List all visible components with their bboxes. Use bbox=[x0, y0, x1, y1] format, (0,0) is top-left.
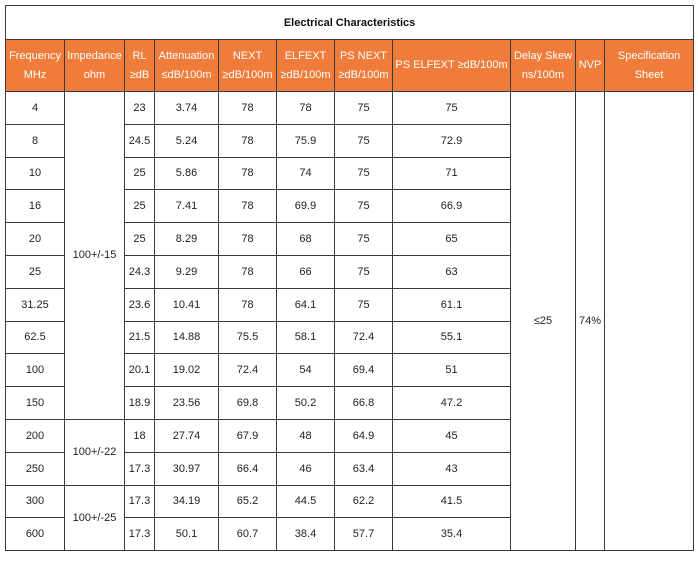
header-specification-sheet: Specification Sheet bbox=[605, 40, 694, 92]
cell-ps-next: 72.4 bbox=[335, 321, 393, 354]
cell-rl: 17.3 bbox=[125, 485, 155, 518]
header-nvp: NVP bbox=[576, 40, 605, 92]
cell-next: 67.9 bbox=[219, 419, 277, 452]
cell-ps-elfext: 65 bbox=[393, 223, 511, 256]
cell-elfext: 64.1 bbox=[277, 288, 335, 321]
cell-ps-elfext: 47.2 bbox=[393, 387, 511, 420]
cell-ps-next: 66.8 bbox=[335, 387, 393, 420]
cell-rl: 25 bbox=[125, 223, 155, 256]
cell-ps-elfext: 43 bbox=[393, 452, 511, 485]
cell-frequency: 31.25 bbox=[6, 288, 65, 321]
cell-frequency: 200 bbox=[6, 419, 65, 452]
cell-next: 78 bbox=[219, 223, 277, 256]
cell-ps-elfext: 66.9 bbox=[393, 190, 511, 223]
cell-ps-elfext: 75 bbox=[393, 92, 511, 125]
cell-delay-skew: ≤25 bbox=[511, 92, 576, 551]
cell-rl: 18 bbox=[125, 419, 155, 452]
header-row bbox=[6, 40, 694, 92]
cell-frequency: 250 bbox=[6, 452, 65, 485]
header-attenuation: Attenuation ≤dB/100m bbox=[155, 40, 219, 92]
cell-attenuation: 8.29 bbox=[155, 223, 219, 256]
cell-attenuation: 34.19 bbox=[155, 485, 219, 518]
cell-rl: 21.5 bbox=[125, 321, 155, 354]
cell-attenuation: 19.02 bbox=[155, 354, 219, 387]
cell-ps-next: 69.4 bbox=[335, 354, 393, 387]
cell-elfext: 46 bbox=[277, 452, 335, 485]
electrical-characteristics-table bbox=[5, 5, 694, 551]
cell-elfext: 66 bbox=[277, 255, 335, 288]
cell-ps-elfext: 35.4 bbox=[393, 518, 511, 551]
cell-elfext: 44.5 bbox=[277, 485, 335, 518]
cell-next: 78 bbox=[219, 124, 277, 157]
cell-attenuation: 30.97 bbox=[155, 452, 219, 485]
cell-attenuation: 5.24 bbox=[155, 124, 219, 157]
cell-ps-elfext: 61.1 bbox=[393, 288, 511, 321]
cell-frequency: 25 bbox=[6, 255, 65, 288]
cell-attenuation: 9.29 bbox=[155, 255, 219, 288]
cell-next: 72.4 bbox=[219, 354, 277, 387]
cell-rl: 20.1 bbox=[125, 354, 155, 387]
cell-rl: 17.3 bbox=[125, 452, 155, 485]
cell-frequency: 10 bbox=[6, 157, 65, 190]
cell-elfext: 58.1 bbox=[277, 321, 335, 354]
cell-frequency: 100 bbox=[6, 354, 65, 387]
cell-impedance-group-3: 100+/-25 bbox=[65, 485, 125, 551]
cell-ps-next: 64.9 bbox=[335, 419, 393, 452]
cell-ps-next: 75 bbox=[335, 157, 393, 190]
cell-ps-elfext: 51 bbox=[393, 354, 511, 387]
cell-attenuation: 7.41 bbox=[155, 190, 219, 223]
cell-ps-next: 75 bbox=[335, 124, 393, 157]
cell-elfext: 38.4 bbox=[277, 518, 335, 551]
cell-next: 78 bbox=[219, 288, 277, 321]
cell-attenuation: 5.86 bbox=[155, 157, 219, 190]
cell-elfext: 68 bbox=[277, 223, 335, 256]
cell-ps-next: 75 bbox=[335, 190, 393, 223]
cell-next: 78 bbox=[219, 92, 277, 125]
cell-frequency: 300 bbox=[6, 485, 65, 518]
cell-next: 66.4 bbox=[219, 452, 277, 485]
header-rl: RL ≥dB bbox=[125, 40, 155, 92]
header-next: NEXT ≥dB/100m bbox=[219, 40, 277, 92]
cell-next: 78 bbox=[219, 255, 277, 288]
cell-frequency: 4 bbox=[6, 92, 65, 125]
cell-attenuation: 10.41 bbox=[155, 288, 219, 321]
cell-elfext: 48 bbox=[277, 419, 335, 452]
cell-elfext: 50.2 bbox=[277, 387, 335, 420]
cell-elfext: 75.9 bbox=[277, 124, 335, 157]
cell-elfext: 54 bbox=[277, 354, 335, 387]
cell-ps-elfext: 63 bbox=[393, 255, 511, 288]
cell-rl: 25 bbox=[125, 190, 155, 223]
cell-ps-elfext: 41.5 bbox=[393, 485, 511, 518]
cell-ps-elfext: 45 bbox=[393, 419, 511, 452]
cell-next: 60.7 bbox=[219, 518, 277, 551]
cell-elfext: 78 bbox=[277, 92, 335, 125]
cell-frequency: 20 bbox=[6, 223, 65, 256]
cell-next: 75.5 bbox=[219, 321, 277, 354]
table-title: Electrical Characteristics bbox=[6, 6, 694, 40]
cell-rl: 17.3 bbox=[125, 518, 155, 551]
cell-ps-next: 62.2 bbox=[335, 485, 393, 518]
table-row bbox=[6, 92, 694, 125]
cell-attenuation: 27.74 bbox=[155, 419, 219, 452]
cell-next: 69.8 bbox=[219, 387, 277, 420]
cell-attenuation: 23.56 bbox=[155, 387, 219, 420]
cell-rl: 24.5 bbox=[125, 124, 155, 157]
header-delay-skew: Delay Skew ns/100m bbox=[511, 40, 576, 92]
cell-attenuation: 14.88 bbox=[155, 321, 219, 354]
cell-ps-next: 57.7 bbox=[335, 518, 393, 551]
cell-frequency: 16 bbox=[6, 190, 65, 223]
cell-specification-sheet bbox=[605, 92, 694, 551]
cell-elfext: 74 bbox=[277, 157, 335, 190]
cell-ps-next: 63.4 bbox=[335, 452, 393, 485]
cell-next: 78 bbox=[219, 157, 277, 190]
cell-next: 78 bbox=[219, 190, 277, 223]
header-impedance: Impedance ohm bbox=[65, 40, 125, 92]
cell-ps-next: 75 bbox=[335, 92, 393, 125]
cell-rl: 23 bbox=[125, 92, 155, 125]
electrical-characteristics-table-container bbox=[5, 5, 693, 551]
cell-ps-next: 75 bbox=[335, 223, 393, 256]
cell-frequency: 150 bbox=[6, 387, 65, 420]
cell-rl: 18.9 bbox=[125, 387, 155, 420]
cell-attenuation: 3.74 bbox=[155, 92, 219, 125]
cell-ps-next: 75 bbox=[335, 288, 393, 321]
cell-next: 65.2 bbox=[219, 485, 277, 518]
cell-nvp: 74% bbox=[576, 92, 605, 551]
cell-ps-elfext: 71 bbox=[393, 157, 511, 190]
cell-rl: 25 bbox=[125, 157, 155, 190]
header-frequency: Frequency MHz bbox=[6, 40, 65, 92]
cell-impedance-group-1: 100+/-15 bbox=[65, 92, 125, 420]
cell-elfext: 69.9 bbox=[277, 190, 335, 223]
cell-ps-elfext: 72.9 bbox=[393, 124, 511, 157]
cell-frequency: 600 bbox=[6, 518, 65, 551]
cell-rl: 23.6 bbox=[125, 288, 155, 321]
cell-ps-next: 75 bbox=[335, 255, 393, 288]
cell-ps-elfext: 55.1 bbox=[393, 321, 511, 354]
cell-impedance-group-2: 100+/-22 bbox=[65, 419, 125, 485]
header-elfext: ELFEXT ≥dB/100m bbox=[277, 40, 335, 92]
header-ps-next: PS NEXT ≥dB/100m bbox=[335, 40, 393, 92]
cell-frequency: 8 bbox=[6, 124, 65, 157]
cell-attenuation: 50.1 bbox=[155, 518, 219, 551]
header-ps-elfext: PS ELFEXT ≥dB/100m bbox=[393, 40, 511, 92]
cell-rl: 24.3 bbox=[125, 255, 155, 288]
cell-frequency: 62.5 bbox=[6, 321, 65, 354]
